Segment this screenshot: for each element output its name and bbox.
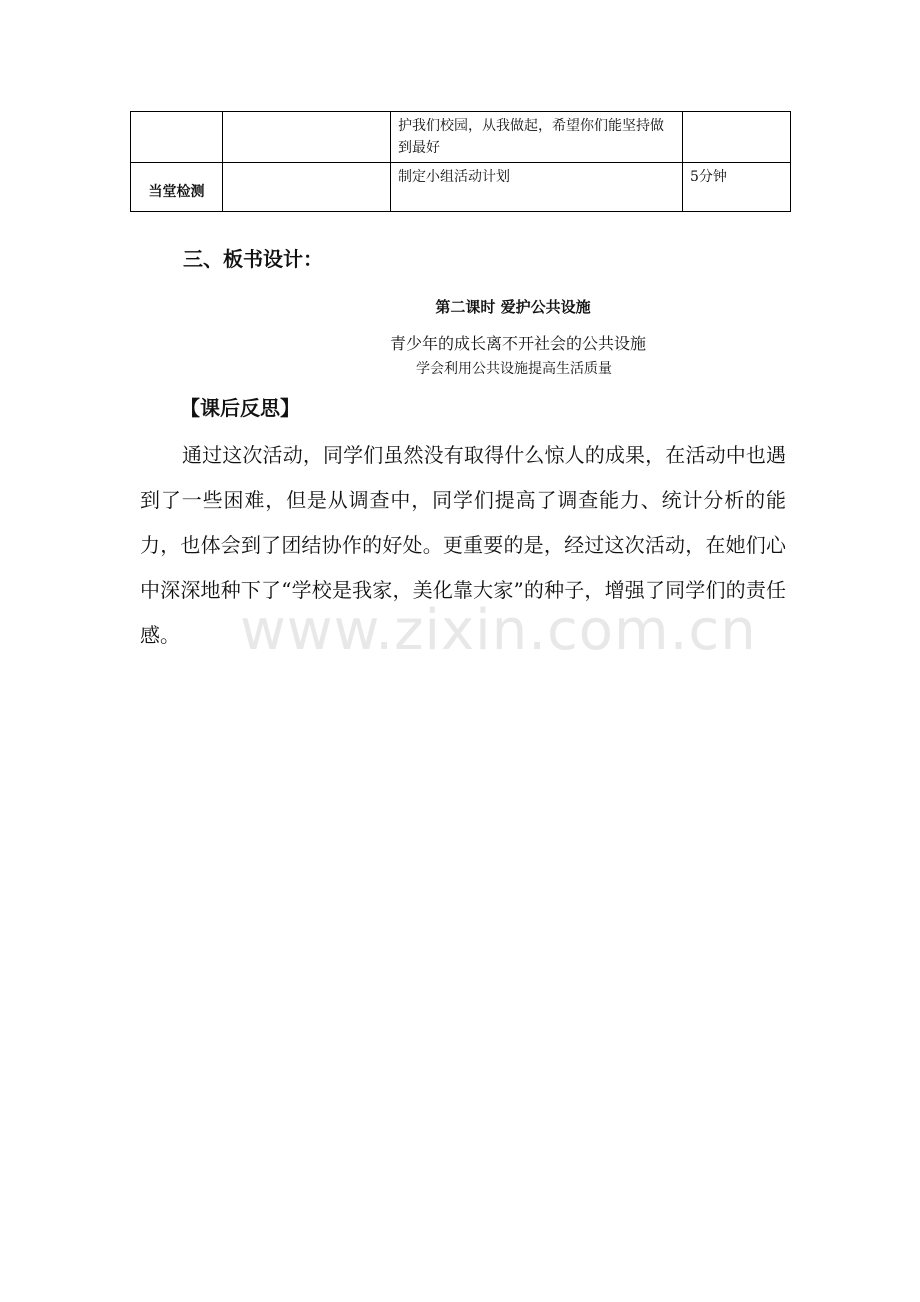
table-cell-stage <box>131 112 223 163</box>
board-line-2: 学会利用公共设施提高生活质量 <box>416 361 612 377</box>
table-row <box>131 163 791 212</box>
reflection-heading: 【课后反思】 <box>180 396 300 420</box>
board-line-1: 青少年的成长离不开社会的公共设施 <box>390 334 647 353</box>
lesson-plan-table <box>130 111 791 212</box>
watermark: www.zixin.com.cn <box>240 598 757 663</box>
table-cell-teacher <box>223 112 391 163</box>
table-row <box>131 112 791 163</box>
table-cell-time: 5分钟 <box>683 163 791 212</box>
table-cell-content: 护我们校园，从我做起，希望你们能坚持做到最好 <box>391 112 683 163</box>
board-title: 第二课时 爱护公共设施 <box>435 298 591 316</box>
table-cell-stage: 当堂检测 <box>131 163 223 212</box>
reflection-paragraph: 通过这次活动，同学们虽然没有取得什么惊人的成果，在活动中也遇到了一些困难，但是从调查中，同学们提高了调查能力、统计分析的能力，也体会到了团结协作的好处。更重要的是，经过这次活动，在她们心中深深地种下了“学校是我家，美化靠大家”的种子，增强了同学们的责任感。 <box>140 443 786 647</box>
table-cell-time <box>683 112 791 163</box>
table-cell-content: 制定小组活动计划 <box>391 163 683 212</box>
section-heading-board-design: 三、板书设计： <box>183 247 323 271</box>
table-cell-teacher <box>223 163 391 212</box>
